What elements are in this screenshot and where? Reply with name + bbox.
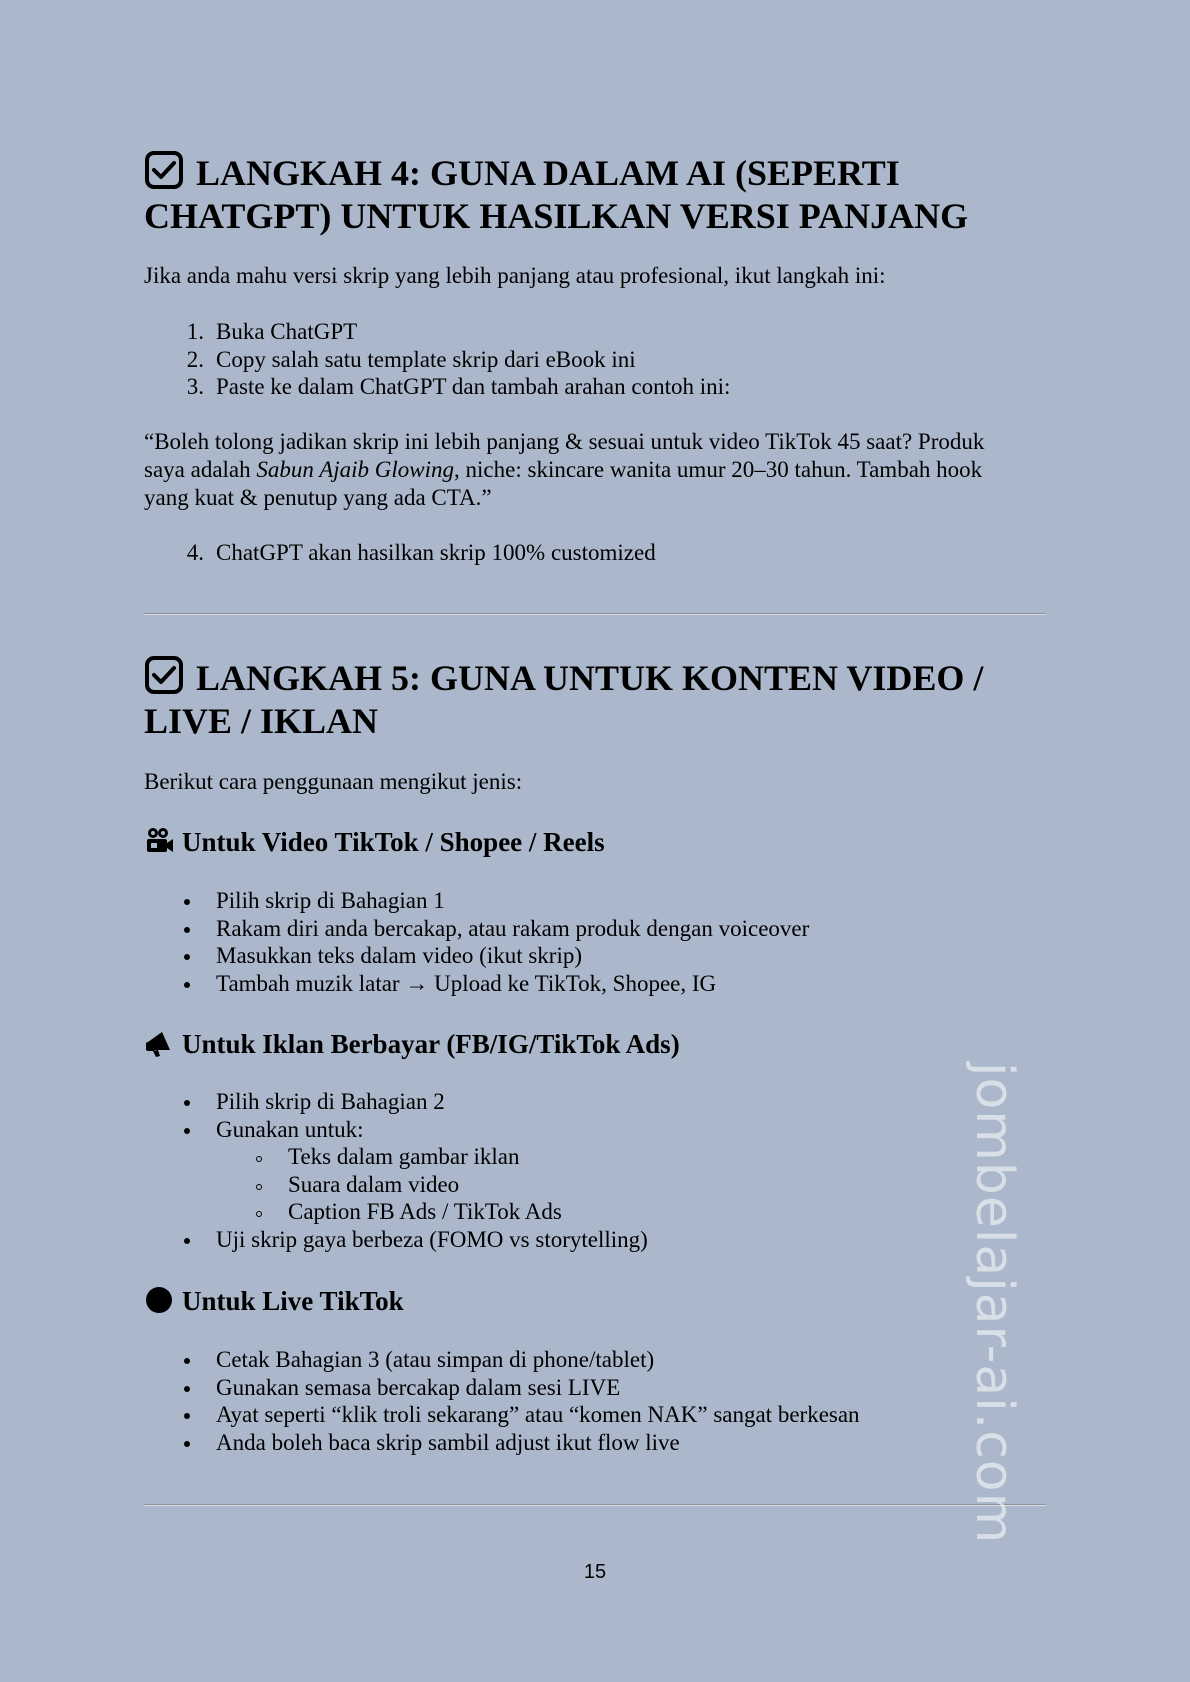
- list-item: Ayat seperti “klik troli sekarang” atau “komen NAK” sangat berkesan: [144, 1401, 860, 1429]
- step4-intro: Jika anda mahu versi skrip yang lebih panjang atau profesional, ikut langkah ini:: [144, 263, 886, 288]
- list-item: Cetak Bahagian 3 (atau simpan di phone/tablet): [144, 1346, 860, 1374]
- step5-intro: Berikut cara penggunaan mengikut jenis:: [144, 769, 523, 794]
- list-item: 4. ChatGPT akan hasilkan skrip 100% customized: [186, 540, 656, 565]
- video-list: [144, 887, 809, 997]
- example-prompt-quote: “Boleh tolong jadikan skrip ini lebih panjang & sesuai untuk video TikTok 45 saat? Produk saya adalah Sabun Ajaib Glowing, niche: skincare wanita umur 20–30 tahun. Tambah hook yang kuat & penutup yang ada CTA.”: [144, 429, 985, 510]
- ads-subheading: [144, 1028, 680, 1060]
- video-camera-icon: [144, 826, 174, 856]
- list-item: 1. Buka ChatGPT: [186, 319, 358, 344]
- ads-heading-text: Untuk Iklan Berbayar (FB/IG/TikTok Ads): [182, 1029, 680, 1059]
- step4-title: LANGKAH 4: GUNA DALAM AI (SEPERTI CHATGPT) UNTUK HASILKAN VERSI PANJANG: [144, 153, 969, 236]
- live-heading-text: Untuk Live TikTok: [182, 1286, 404, 1316]
- page-number: 15: [583, 1561, 607, 1583]
- watermark-text: jombelajar-ai.com: [964, 1062, 1024, 1545]
- list-item: 3. Paste ke dalam ChatGPT dan tambah arahan contoh ini:: [186, 374, 731, 399]
- checkbox-icon: [144, 150, 184, 190]
- list-item: Pilih skrip di Bahagian 1: [144, 887, 809, 915]
- step4-list: [144, 318, 730, 401]
- step4-list-continued: [144, 539, 656, 567]
- sub-list-item: Teks dalam gambar iklan: [216, 1143, 648, 1171]
- checkbox-icon: [144, 655, 184, 695]
- sub-list-item: Suara dalam video: [216, 1171, 648, 1199]
- list-item: Gunakan semasa bercakap dalam sesi LIVE: [144, 1374, 860, 1402]
- live-record-icon: [144, 1285, 174, 1315]
- live-list: [144, 1346, 860, 1456]
- live-subheading: [144, 1285, 404, 1317]
- list-item: Masukkan teks dalam video (ikut skrip): [144, 942, 809, 970]
- list-item: 2. Copy salah satu template skrip dari eBook ini: [186, 346, 636, 372]
- step5-heading: [144, 655, 1024, 743]
- product-name: Sabun Ajaib Glowing: [256, 457, 455, 482]
- sub-list-item: Caption FB Ads / TikTok Ads: [216, 1198, 648, 1226]
- video-heading-text: Untuk Video TikTok / Shopee / Reels: [182, 827, 605, 857]
- list-item: Rakam diri anda bercakap, atau rakam produk dengan voiceover: [144, 915, 809, 943]
- video-subheading: [144, 826, 605, 858]
- step5-title: LANGKAH 5: GUNA UNTUK KONTEN VIDEO / LIVE / IKLAN: [144, 658, 984, 741]
- list-item: Tambah muzik latar → Upload ke TikTok, Shopee, IG: [144, 970, 809, 998]
- ads-list: [144, 1088, 648, 1253]
- section-divider: [144, 1504, 1046, 1506]
- megaphone-icon: [144, 1028, 174, 1058]
- list-item: Uji skrip gaya berbeza (FOMO vs storytelling): [144, 1226, 648, 1254]
- list-item: Anda boleh baca skrip sambil adjust ikut flow live: [144, 1429, 860, 1457]
- list-item: Gunakan untuk: Teks dalam gambar iklan Suara dalam video Caption FB Ads / TikTok Ads: [144, 1116, 648, 1226]
- step4-heading: [144, 150, 1024, 238]
- list-item: Pilih skrip di Bahagian 2: [144, 1088, 648, 1116]
- section-divider: [144, 613, 1046, 615]
- ads-sublist: [216, 1143, 648, 1226]
